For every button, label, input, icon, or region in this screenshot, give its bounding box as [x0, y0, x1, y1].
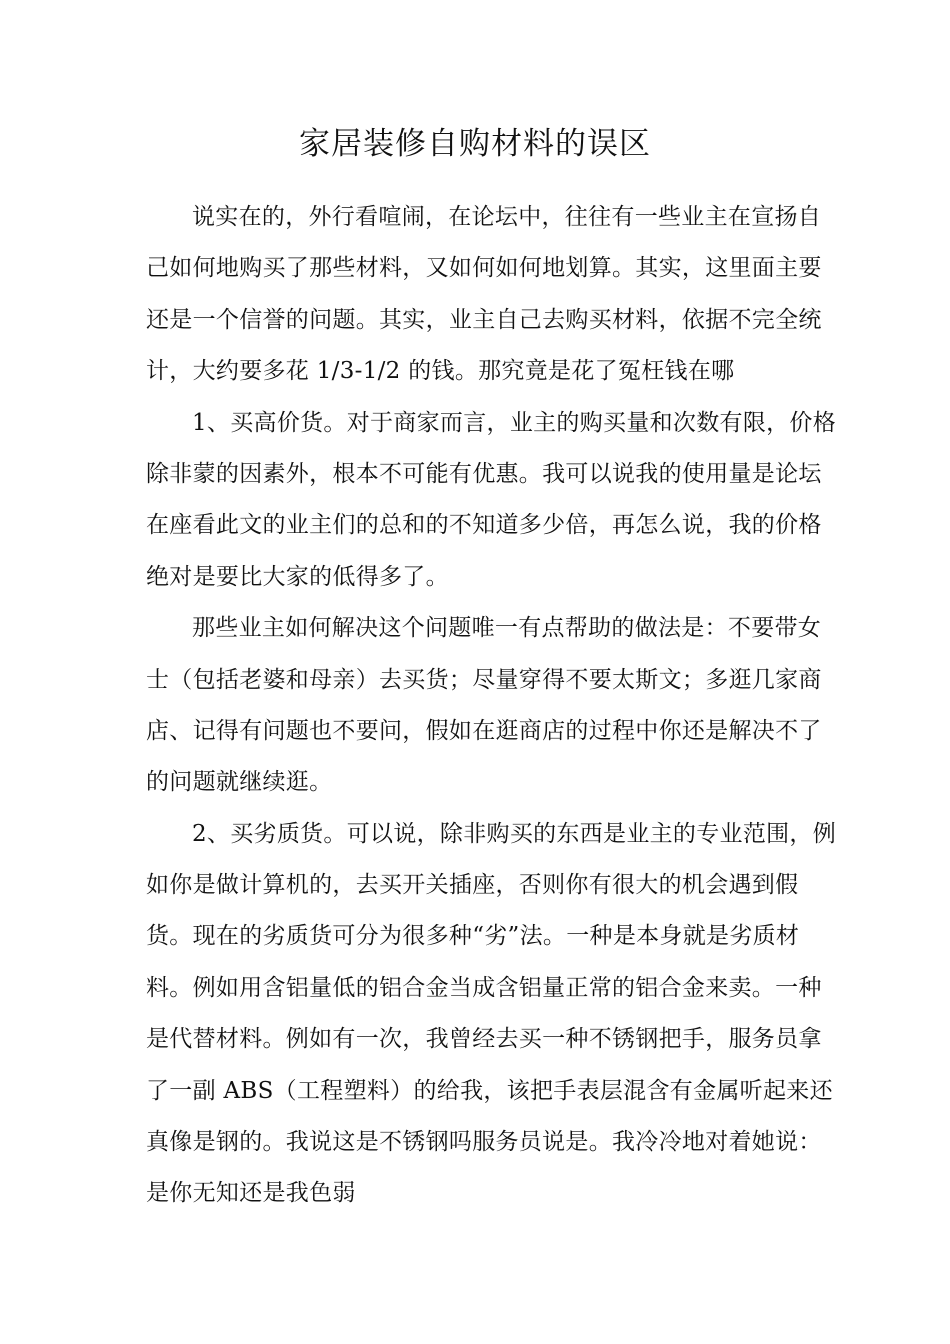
body-text-line: 1、买高价货。对于商家而言，业主的购买量和次数有限，价格 [192, 409, 837, 436]
body-text-line: 说实在的，外行看喧闹，在论坛中，往往有一些业主在宣扬自 [192, 204, 822, 230]
body-text-line: 料。例如用含铝量低的铝合金当成含铝量正常的铝合金来卖。一种 [146, 974, 822, 1001]
document-body [146, 195, 837, 1223]
body-text-line: 计，大约要多花 1/3-1/2 的钱。那究竟是花了冤枉钱在哪 [146, 358, 735, 385]
body-text-line: 是你无知还是我色弱 [146, 1180, 356, 1207]
body-text-line: 真像是钢的。我说这是不锈钢吗服务员说是。我冷冷地对着她说： [146, 1129, 822, 1156]
body-text-line: 是代替材料。例如有一次，我曾经去买一种不锈钢把手，服务员拿 [146, 1026, 822, 1053]
body-text-line: 2、买劣质货。可以说，除非购买的东西是业主的专业范围，例 [192, 820, 837, 847]
body-text-line: 那些业主如何解决这个问题唯一有点帮助的做法是：不要带女 [192, 615, 822, 642]
body-text-line: 如你是做计算机的，去买开关插座，否则你有很大的机会遇到假 [146, 872, 799, 899]
body-text-line: 货。现在的劣质货可分为很多种“劣”法。一种是本身就是劣质材 [146, 923, 800, 950]
body-text-line: 了一副 ABS（工程塑料）的给我，该把手表层混含有金属听起来还 [146, 1077, 833, 1104]
body-text-line: 店、记得有问题也不要问，假如在逛商店的过程中你还是解决不了 [146, 717, 822, 744]
document-title: 家居装修自购材料的误区 [299, 126, 651, 162]
body-text-line: 己如何地购买了那些材料，又如何如何地划算。其实，这里面主要 [146, 255, 822, 282]
body-text-line: 还是一个信誉的问题。其实，业主自己去购买材料，依据不完全统 [146, 306, 822, 333]
body-text-line: 士（包括老婆和母亲）去买货；尽量穿得不要太斯文；多逛几家商 [146, 666, 822, 693]
body-text-line: 除非蒙的因素外，根本不可能有优惠。我可以说我的使用量是论坛 [146, 460, 822, 487]
body-text-line: 绝对是要比大家的低得多了。 [146, 563, 449, 590]
body-text-line: 在座看此文的业主们的总和的不知道多少倍，再怎么说，我的价格 [146, 512, 822, 539]
body-text-line: 的问题就继续逛。 [146, 769, 333, 796]
